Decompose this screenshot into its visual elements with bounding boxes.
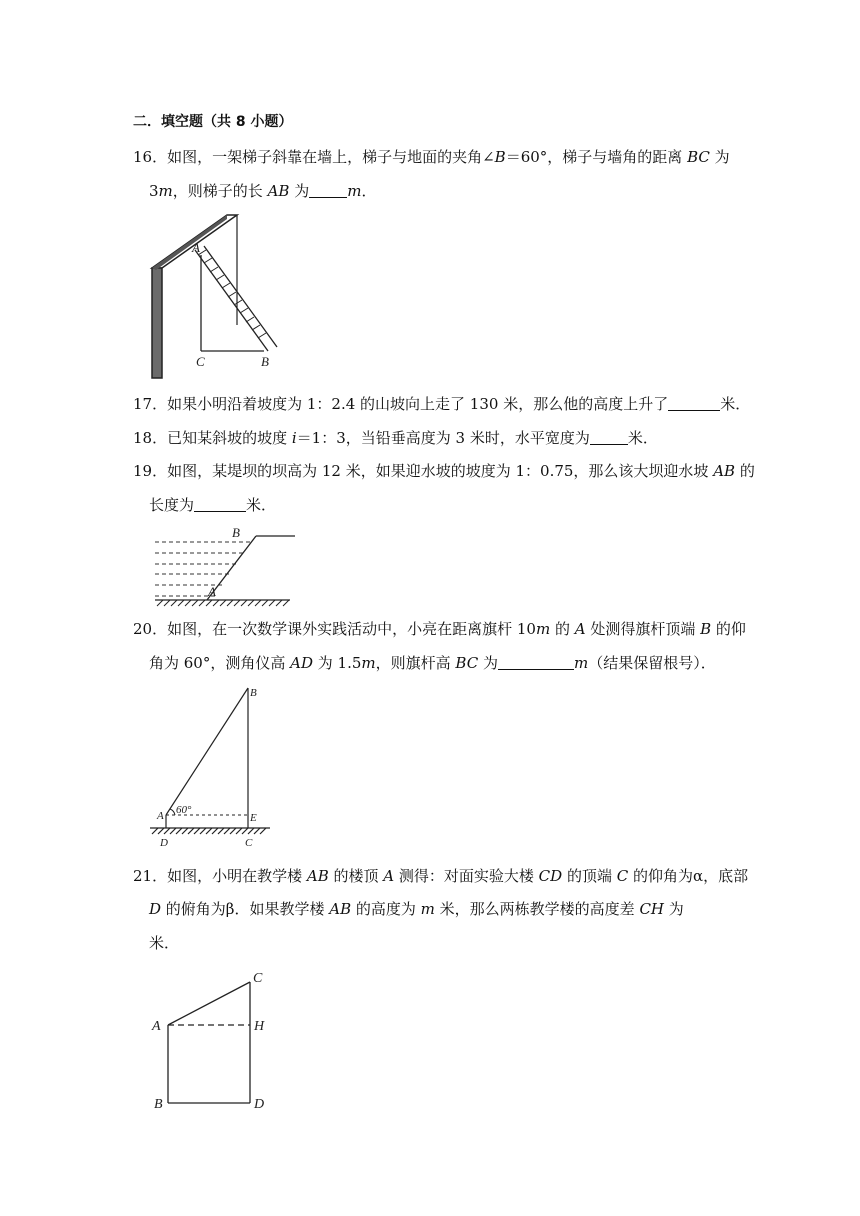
flagpole-figure [148, 682, 276, 822]
flagpole-ground [148, 826, 276, 848]
label-e: E [250, 812, 257, 824]
label-b: B [261, 354, 269, 369]
question-16-line-2: 3m，则梯子的长 AB 为 m． [149, 182, 377, 200]
question-16-line-1: 16．如图，一架梯子斜靠在墙上，梯子与地面的夹角∠B＝60°，梯子与墙角的距离 BC 为 [133, 148, 730, 166]
label-h: H [254, 1019, 265, 1034]
angle-label: 60° [176, 804, 192, 816]
answer-blank[interactable] [194, 497, 246, 512]
answer-blank[interactable] [668, 396, 720, 411]
label-b: B [250, 687, 257, 699]
question-21-line-1: 21．如图，小明在教学楼 AB 的楼顶 A 测得：对面实验大楼 CD 的顶端 C 的仰角为α，底部 [133, 867, 749, 885]
question-17: 17．如果小明沿着坡度为 1：2.4 的山坡向上走了 130 米，那么他的高度上升了 米． [133, 395, 751, 413]
label-d: D [254, 1097, 265, 1112]
answer-blank[interactable] [498, 655, 574, 670]
question-21-line-2: D 的俯角为β．如果教学楼 AB 的高度为 m 米，那么两栋教学楼的高度差 CH 为 [149, 900, 684, 918]
label-a: A [192, 240, 200, 255]
label-c: C [245, 837, 253, 849]
dam-figure [152, 524, 302, 610]
question-19-line-1: 19．如图，某堤坝的坝高为 12 米，如果迎水坡的坡度为 1：0.75，那么该大坝迎水坡 AB 的 [133, 462, 755, 480]
label-a: A [152, 1019, 161, 1034]
label-b: B [154, 1097, 163, 1112]
answer-blank[interactable] [590, 430, 628, 445]
question-18: 18．已知某斜坡的坡度 i＝1：3，当铅垂高度为 3 米时，水平宽度为 米． [133, 429, 658, 447]
answer-blank[interactable] [309, 183, 347, 198]
ladder-figure [140, 210, 290, 380]
question-19-line-2: 长度为 米． [149, 496, 277, 514]
buildings-figure [150, 965, 275, 1115]
label-b: B [232, 525, 240, 540]
label-c: C [253, 971, 263, 986]
question-20-line-1: 20．如图，在一次数学课外实践活动中，小亮在距离旗杆 10m 的 A 处测得旗杆顶端 B 的仰 [133, 620, 746, 638]
question-20-line-2: 角为 60°，测角仪高 AD 为 1.5m，则旗杆高 BC 为 m（结果保留根号）． [149, 654, 716, 672]
label-a: A [157, 810, 164, 822]
section-title: 二．填空题（共 8 小题） [133, 114, 293, 130]
label-a: A [208, 584, 216, 599]
label-c: C [196, 354, 205, 369]
label-d: D [160, 837, 168, 849]
question-21-line-3: 米． [149, 934, 180, 952]
